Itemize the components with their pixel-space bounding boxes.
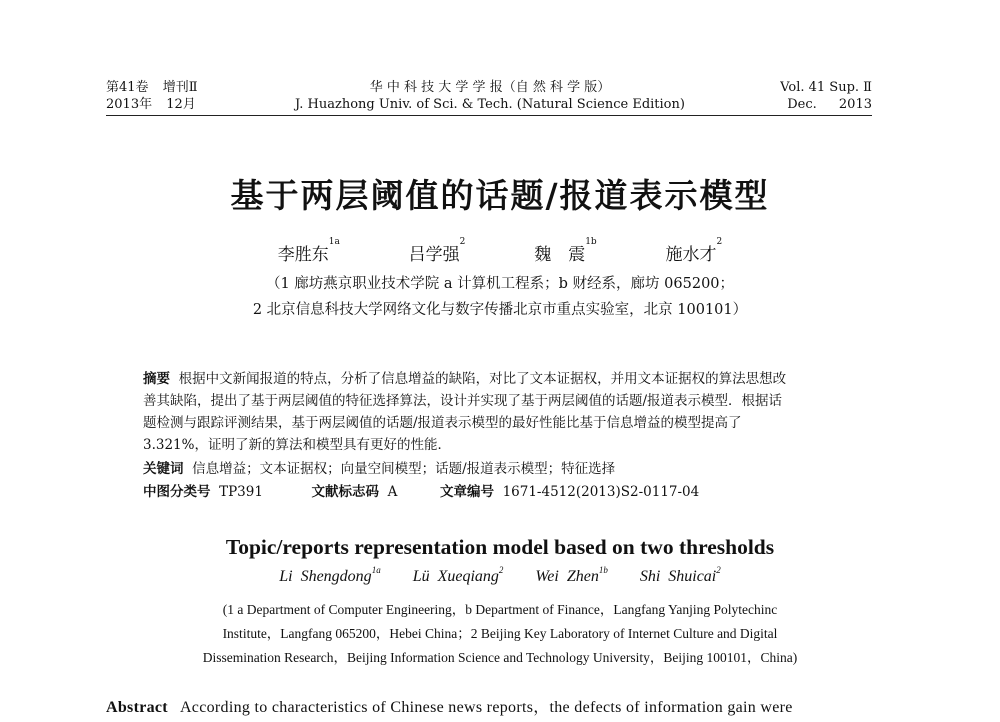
affiliation-cn-line2: 2 北京信息科技大学网络文化与数字传播北京市重点实验室，北京 100101） xyxy=(252,302,748,318)
abstract-en xyxy=(106,694,876,717)
keywords-label: 关键词 xyxy=(143,461,184,477)
keywords-value: 信息增益；文本证据权；向量空间模型；话题/报道表示模型；特征选择 xyxy=(192,461,616,477)
affiliation-en-line2: Institute，Langfang 065200，Hebei China；2 Beijing Key Laboratory of Internet Culture and Digital xyxy=(222,626,778,641)
paper-title-cn: 基于两层阈值的话题/报道表示模型 xyxy=(230,176,770,215)
paper-title-en: Topic/reports representation model based on two thresholds xyxy=(225,535,775,559)
author-cn: 施水才$^2$ xyxy=(665,237,723,265)
author-en: Wei Zhen$^{1b}$ xyxy=(535,565,608,585)
author-cn: 魏 震$^{1b}$ xyxy=(534,237,597,265)
header-volume-en: Vol. 41 Sup. Ⅱ xyxy=(780,80,872,95)
article-no-label: 文章编号 xyxy=(439,484,494,500)
header-year: 2013年 xyxy=(106,97,153,112)
author-en: Shi Shuicai$^2$ xyxy=(639,565,721,585)
author-cn: 李胜东$^{1a}$ xyxy=(277,237,340,265)
affiliation-en-line1: (1 a Department of Computer Engineering，b Department of Finance，Langfang Yanjing Polytechinc xyxy=(222,602,778,617)
abstract-en-text: According to characteristics of Chinese news reports，the defects of information gain were xyxy=(179,699,793,716)
affiliation-en-line3: Dissemination Research，Beijing Information Science and Technology University，Beijing 100101，China) xyxy=(202,650,798,665)
doc-code-value: A xyxy=(387,484,398,500)
authors-cn xyxy=(0,237,1000,265)
abstract-cn-line: 摘要 根据中文新闻报道的特点，分析了信息增益的缺陷，对比了文本证据权，并用文本证据权的算法思想改 xyxy=(143,371,787,387)
journal-name-en: J. Huazhong Univ. of Sci. & Tech. (Natural Science Edition) xyxy=(295,97,685,112)
header-month-en: Dec. xyxy=(787,97,817,112)
affiliation-cn-line1: （1 廊坊燕京职业技术学院 a 计算机工程系；b 财经系，廊坊 065200； xyxy=(265,276,735,292)
article-no-value: 1671-4512(2013)S2-0117-04 xyxy=(502,484,700,500)
abstract-cn xyxy=(143,368,855,456)
abstract-cn-line: 3.321%，证明了新的算法和模型具有更好的性能． xyxy=(143,437,451,453)
header-volume-number: 第41卷 xyxy=(106,80,149,95)
authors-en xyxy=(0,565,1000,586)
header-volume xyxy=(106,80,198,96)
keywords-cn xyxy=(143,458,855,480)
clc-label: 中图分类号 xyxy=(143,484,211,500)
header-month: 12月 xyxy=(166,97,196,112)
header-date-en xyxy=(720,97,872,113)
header-date-cn xyxy=(106,97,196,113)
abstract-cn-label: 摘要 xyxy=(143,371,170,387)
journal-name-cn: 华 中 科 技 大 学 学 报（自 然 科 学 版） xyxy=(369,80,611,95)
abstract-en-label: Abstract xyxy=(106,699,168,716)
classification-row xyxy=(143,481,855,503)
author-cn: 吕学强$^2$ xyxy=(408,237,466,265)
clc-value: TP391 xyxy=(219,484,263,500)
doc-code-label: 文献标志码 xyxy=(311,484,380,500)
header-rule xyxy=(106,115,872,116)
abstract-cn-line: 善其缺陷，提出了基于两层阈值的特征选择算法，设计并实现了基于两层阈值的话题/报道表示模型．根据话 xyxy=(143,393,783,409)
author-en: Li Shengdong$^{1a}$ xyxy=(279,565,381,585)
author-en: Lü Xueqiang$^2$ xyxy=(412,565,504,585)
header-supplement: 增刊Ⅱ xyxy=(162,80,198,95)
abstract-cn-line: 题检测与跟踪评测结果，基于两层阈值的话题/报道表示模型的最好性能比基于信息增益的模型提高了 xyxy=(143,415,742,431)
header-year-en: 2013 xyxy=(838,97,872,112)
